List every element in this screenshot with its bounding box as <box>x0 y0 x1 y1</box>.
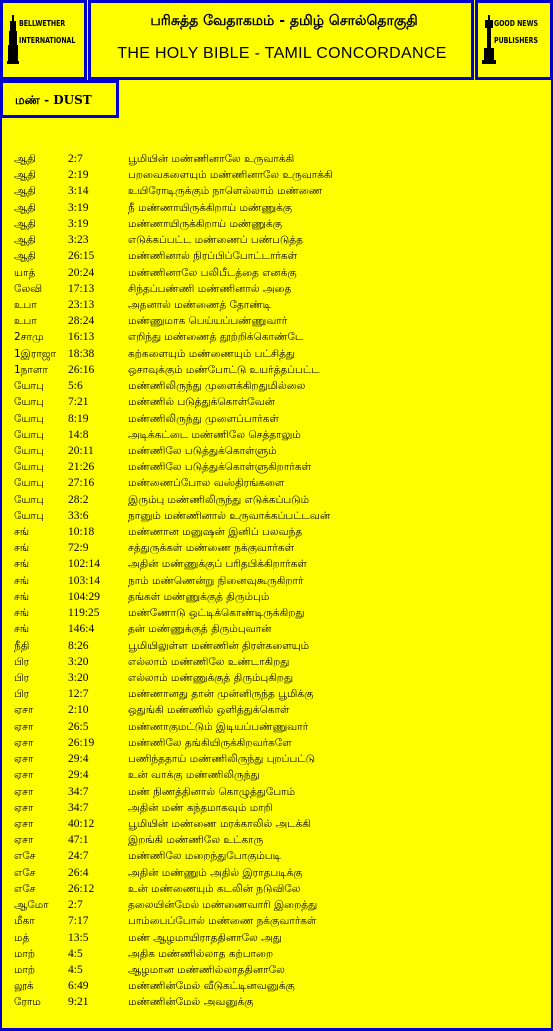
entry-text: ஒதுங்கி மண்ணில் ஒளித்துக்கொள் <box>128 704 290 717</box>
list-item <box>14 800 544 816</box>
entry-book: ஏசா <box>14 736 34 749</box>
entry-reference: 29:4 <box>68 753 89 766</box>
entry-reference: 3:20 <box>68 672 89 684</box>
list-item <box>14 346 544 362</box>
entry-book: உபா <box>14 315 37 328</box>
entry-reference: 103:14 <box>68 574 100 587</box>
entry-book: ஏசா <box>14 801 34 814</box>
list-item <box>14 265 544 281</box>
entry-reference: 7:21 <box>68 396 89 409</box>
entry-reference: 6:49 <box>68 980 89 993</box>
list-item <box>14 232 544 248</box>
entry-text: அதின் மண் கந்தமாகவும் மாறி <box>128 801 273 814</box>
entry-reference: 34:7 <box>68 785 89 798</box>
entry-book: மத் <box>14 931 30 944</box>
entry-text: அடிக்கட்டை மண்ணிலே செத்தாலும் <box>128 428 301 441</box>
entry-reference: 12:7 <box>68 688 89 701</box>
list-item <box>14 362 544 378</box>
list-item <box>14 151 544 167</box>
entry-reference: 3:19 <box>68 201 89 214</box>
entry-reference: 47:1 <box>68 834 89 847</box>
entry-text: இரும்பு மண்ணிலிருந்து எடுக்கப்படும் <box>128 493 310 506</box>
entry-reference: 26:5 <box>68 720 89 733</box>
entry-book: யோபு <box>14 428 44 441</box>
list-item <box>14 848 544 864</box>
entry-book: ஏசா <box>14 704 34 717</box>
entry-text: உன் மண்ணையும் கடலின் நடுவிலே <box>128 882 301 895</box>
entry-reference: 9:21 <box>68 996 89 1009</box>
entry-reference: 20:11 <box>68 444 94 457</box>
entry-book: மாற் <box>14 963 36 976</box>
entry-book: சங் <box>14 590 30 603</box>
list-item <box>14 573 544 589</box>
list-item <box>14 281 544 297</box>
entry-book: பிர <box>14 688 30 701</box>
list-item <box>14 427 544 443</box>
entry-reference: 17:13 <box>68 282 95 295</box>
entry-reference: 28:24 <box>68 315 95 328</box>
entry-book: ஆதி <box>14 169 36 182</box>
entry-text: தன் மண்ணுக்குத் திரும்புவான் <box>128 623 272 636</box>
entry-book: எசே <box>14 850 36 863</box>
entry-text: மண்ணுமாக பெய்யப்பண்ணுவார் <box>128 315 288 328</box>
entry-reference: 27:16 <box>68 477 95 490</box>
entry-book: ஆதி <box>14 201 36 214</box>
entry-text: மண்ணோடு ஒட்டிக்கொண்டிருக்கிறது <box>128 607 305 620</box>
entry-text: ஒசாவுக்கும் மண்போட்டு உயர்த்தப்பட்ட <box>128 363 320 376</box>
entry-book: யோபு <box>14 509 44 522</box>
entry-reference: 4:5 <box>68 963 83 976</box>
entry-text: மண்ணிலிருந்து முளைப்பார்கள் <box>128 412 279 425</box>
entry-reference: 24:7 <box>68 850 89 863</box>
list-item <box>14 946 544 962</box>
entry-book: யோபு <box>14 412 44 425</box>
list-item <box>14 540 544 556</box>
entry-reference: 2:10 <box>68 704 89 717</box>
entry-reference: 18:38 <box>68 347 95 360</box>
entry-text: எறிந்து மண்ணைத் தூற்றிக்கொண்டே <box>128 331 304 344</box>
list-item <box>14 881 544 897</box>
entry-text: பூமியின் மண்ணினாலே உருவாக்கி <box>128 153 295 165</box>
entry-reference: 2:19 <box>68 169 89 182</box>
entry-text: மண்ணிலே மறைந்துபோகும்படி <box>128 850 281 863</box>
entry-text: மண்ணாகுமட்டும் இடியப்பண்ணுவார் <box>128 720 309 733</box>
entry-text: உயிரோடிருக்கும் நாளெல்லாம் மண்ணை <box>128 185 323 198</box>
list-item <box>14 784 544 800</box>
logo-line-2: INTERNATIONAL <box>19 36 76 45</box>
list-item <box>14 816 544 832</box>
entry-text: மண் நிணத்தினால் கொழுத்துபோம் <box>128 785 296 798</box>
list-item <box>14 248 544 264</box>
entry-text: உன் வாக்கு மண்ணிலிருந்து <box>128 769 260 782</box>
entry-reference: 2:7 <box>68 153 83 165</box>
list-item <box>14 183 544 199</box>
title-tamil: பரிசுத்த வேதாகமம் - தமிழ் சொல்தொகுதி <box>150 13 418 29</box>
entry-book: லூக் <box>14 980 34 993</box>
entry-text: அதின் மண்ணுக்குப் பரிதபிக்கிறார்கள் <box>128 558 307 571</box>
entry-reference: 34:7 <box>68 801 89 814</box>
list-item <box>14 394 544 410</box>
entry-reference: 40:12 <box>68 817 95 830</box>
entry-book: ஆமோ <box>14 899 49 912</box>
entry-book: பிர <box>14 672 30 684</box>
concordance-list <box>14 151 544 1011</box>
list-item <box>14 686 544 702</box>
entry-book: ஏசா <box>14 785 34 798</box>
entry-text: மண்ணிலே தங்கியிருக்கிறவர்களே <box>128 736 292 749</box>
list-item <box>14 524 544 540</box>
entry-book: சங் <box>14 607 30 620</box>
entry-reference: 7:17 <box>68 915 89 928</box>
entry-text: கற்களையும் மண்ணையும் பட்சித்து <box>128 347 296 360</box>
entry-text: மண்ணாயிருக்கிறாய் மண்ணுக்கு <box>128 217 282 230</box>
entry-reference: 2:7 <box>68 899 83 912</box>
entry-reference: 21:26 <box>68 461 95 474</box>
list-item <box>14 378 544 394</box>
entry-reference: 26:15 <box>68 250 95 263</box>
list-item <box>14 313 544 329</box>
list-item <box>14 329 544 345</box>
entry-text: மண்ணினால் நிரப்பிப்போட்டார்கள் <box>128 250 298 263</box>
entry-text: பணிந்ததாய் மண்ணிலிருந்து புறப்பட்டு <box>128 753 316 766</box>
goodnews-logo <box>475 0 553 80</box>
entry-book: ஏசா <box>14 834 34 847</box>
entry-text: மண்ணிலே படுத்துக்கொள்ளும் <box>128 444 277 457</box>
entry-text: மண்ணானது தான் முன்னிருந்த பூமிக்கு <box>128 688 314 701</box>
list-item <box>14 200 544 216</box>
entry-reference: 104:29 <box>68 590 100 603</box>
entry-book: 1இராஜா <box>14 347 57 360</box>
title-english: THE HOLY BIBLE - TAMIL CONCORDANCE <box>117 45 447 62</box>
entry-reference: 3:20 <box>68 655 89 668</box>
entry-book: யோபு <box>14 444 44 457</box>
entry-book: யாத் <box>14 266 36 279</box>
list-item <box>14 411 544 427</box>
entry-reference: 3:19 <box>68 217 89 230</box>
list-item <box>14 735 544 751</box>
entry-text: தங்கள் மண்ணுக்குத் திரும்பும் <box>128 590 270 603</box>
entry-reference: 33:6 <box>68 509 89 522</box>
entry-book: யோபு <box>14 380 44 393</box>
list-item <box>14 216 544 232</box>
entry-book: உபா <box>14 298 37 311</box>
list-item <box>14 556 544 572</box>
entry-reference: 26:16 <box>68 363 95 376</box>
entry-book: யோபு <box>14 461 44 474</box>
entry-reference: 14:8 <box>68 428 89 441</box>
headword: மண் - DUST <box>0 80 119 118</box>
title-box <box>88 0 474 80</box>
frame-left <box>0 80 2 1031</box>
list-item <box>14 751 544 767</box>
list-item <box>14 621 544 637</box>
entry-text: எல்லாம் மண்ணுக்குத் திரும்புகிறது <box>128 672 294 684</box>
list-item <box>14 897 544 913</box>
entry-text: இறங்கி மண்ணிலே உட்காரு <box>128 834 264 847</box>
entry-book: 2சாமு <box>14 331 44 344</box>
list-item <box>14 638 544 654</box>
header <box>0 0 553 80</box>
entry-reference: 20:24 <box>68 266 95 279</box>
list-item <box>14 670 544 686</box>
entry-text: அதிக மண்ணில்லாத கற்பாறை <box>128 947 274 960</box>
entry-book: லேவி <box>14 282 43 295</box>
list-item <box>14 492 544 508</box>
entry-text: மண்ணிலே படுத்துக்கொள்ளுகிறார்கள் <box>128 461 312 474</box>
entry-reference: 8:19 <box>68 412 89 425</box>
entry-book: சங் <box>14 574 30 587</box>
logo-line-1: BELLWETHER <box>19 19 66 28</box>
entry-book: சங் <box>14 558 30 571</box>
entry-book: ரோம <box>14 996 41 1009</box>
list-item <box>14 994 544 1010</box>
entry-book: எசே <box>14 866 36 879</box>
entry-book: சங் <box>14 526 30 539</box>
entry-reference: 8:26 <box>68 639 89 652</box>
entry-text: நீ மண்ணாயிருக்கிறாய் மண்ணுக்கு <box>128 201 293 214</box>
list-item <box>14 605 544 621</box>
list-item <box>14 913 544 929</box>
list-item <box>14 475 544 491</box>
entry-book: சங் <box>14 542 30 555</box>
entry-book: நீதி <box>14 639 30 652</box>
logo-line-2: PUBLISHERS <box>494 36 538 45</box>
entry-reference: 3:14 <box>68 185 89 198</box>
entry-text: மண்ணினாலே பலிபீடத்தை எனக்கு <box>128 266 297 279</box>
list-item <box>14 865 544 881</box>
entry-book: ஆதி <box>14 234 36 247</box>
entry-book: எசே <box>14 882 36 895</box>
entry-book: யோபு <box>14 396 44 409</box>
entry-text: அதனால் மண்ணைத் தோண்டி <box>128 298 272 311</box>
entry-reference: 29:4 <box>68 769 89 782</box>
entry-book: ஏசா <box>14 769 34 782</box>
entry-book: ஆதி <box>14 250 36 263</box>
entry-book: யோபு <box>14 477 44 490</box>
entry-reference: 28:2 <box>68 493 89 506</box>
entry-book: ஆதி <box>14 217 36 230</box>
list-item <box>14 167 544 183</box>
entry-reference: 119:25 <box>68 607 100 620</box>
entry-text: மண்ணின்மேல் அவனுக்கு <box>128 996 254 1009</box>
list-item <box>14 508 544 524</box>
list-item <box>14 654 544 670</box>
entry-text: பூமியிலுள்ள மண்ணின் திரள்களையும் <box>128 639 310 652</box>
entry-text: தலையின்மேல் மண்ணைவாரி இறைத்து <box>128 899 318 912</box>
list-item <box>14 767 544 783</box>
entry-reference: 13:5 <box>68 931 89 944</box>
list-item <box>14 589 544 605</box>
entry-reference: 26:19 <box>68 736 95 749</box>
entry-text: மண் ஆழமாயிராததினாலே அது <box>128 931 282 944</box>
entry-reference: 5:6 <box>68 380 83 393</box>
entry-text: ஆழமான மண்ணில்லாததினாலே <box>128 963 285 976</box>
bellwether-logo <box>0 0 87 80</box>
logo-line-1: GOOD NEWS <box>494 19 538 28</box>
entry-reference: 146:4 <box>68 623 95 636</box>
entry-book: ஏசா <box>14 817 34 830</box>
list-item <box>14 978 544 994</box>
entry-text: சத்துருக்கள் மண்ணை நக்குவார்கள் <box>128 542 295 555</box>
entry-text: நானும் மண்ணினால் உருவாக்கப்பட்டவன் <box>128 509 331 522</box>
entry-text: பாம்பைப்போல் மண்ணை நக்குவார்கள் <box>128 915 317 928</box>
list-item <box>14 297 544 313</box>
entry-text: அதின் மண்ணும் அதில் இராதபடிக்கு <box>128 866 303 879</box>
list-item <box>14 930 544 946</box>
entry-book: ஏசா <box>14 753 34 766</box>
entry-book: யோபு <box>14 493 44 506</box>
entry-book: மாற் <box>14 947 36 960</box>
entry-reference: 16:13 <box>68 331 95 344</box>
entry-text: மண்ணிலிருந்து முளைக்கிறதுமில்லை <box>128 380 306 393</box>
entry-reference: 10:18 <box>68 526 95 539</box>
entry-text: மண்ணைப்போல வஸ்திரங்களை <box>128 477 285 490</box>
entry-reference: 26:12 <box>68 882 95 895</box>
list-item <box>14 719 544 735</box>
list-item <box>14 832 544 848</box>
entry-reference: 72:9 <box>68 542 89 555</box>
entry-text: எடுக்கப்பட்ட மண்ணைப் பண்படுத்த <box>128 234 303 247</box>
list-item <box>14 962 544 978</box>
entry-text: மண்ணான மனுஷன் இனிப் பலவந்த <box>128 526 303 539</box>
entry-book: மீகா <box>14 915 35 928</box>
entry-text: எல்லாம் மண்ணிலே உண்டாகிறது <box>128 655 290 668</box>
entry-text: பறவைகளையும் மண்ணினாலே உருவாக்கி <box>128 169 333 182</box>
entry-book: ஆதி <box>14 185 36 198</box>
entry-book: 1நாளா <box>14 363 48 376</box>
entry-text: சிந்தப்பண்ணி மண்ணினால் அதை <box>128 282 292 295</box>
entry-text: நாம் மண்ணென்று நினைவுகூருகிறார் <box>128 574 304 587</box>
entry-book: ஆதி <box>14 153 36 165</box>
entry-text: பூமியின் மண்ணை மரக்காலில் அடக்கி <box>128 817 311 830</box>
entry-text: மண்ணில் படுத்துக்கொள்வேன் <box>128 396 275 409</box>
entry-book: ஏசா <box>14 720 34 733</box>
entry-reference: 4:5 <box>68 947 83 960</box>
entry-reference: 23:13 <box>68 298 95 311</box>
entry-reference: 26:4 <box>68 866 89 879</box>
list-item <box>14 443 544 459</box>
entry-reference: 3:23 <box>68 234 89 247</box>
entry-book: பிர <box>14 655 30 668</box>
list-item <box>14 459 544 475</box>
entry-text: மண்ணின்மேல் வீடுகட்டினவனுக்கு <box>128 980 295 993</box>
list-item <box>14 702 544 718</box>
entry-book: சங் <box>14 623 30 636</box>
entry-reference: 102:14 <box>68 558 100 571</box>
